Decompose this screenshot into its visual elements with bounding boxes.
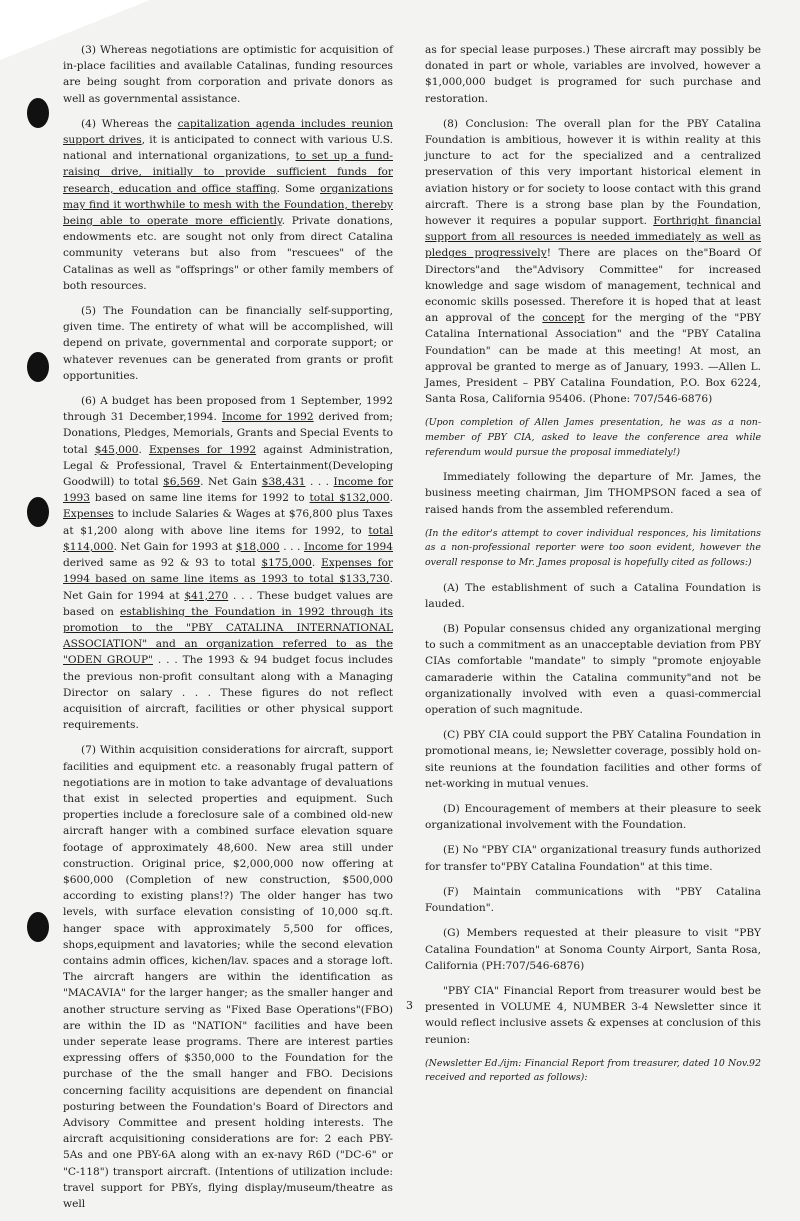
item-c: (C) PBY CIA could support the PBY Catalina Foundation in promotional means, ie; Newsletter coverage, possibly hold on-site reunions at the foundation facilities and other forms of net-working in mutual venues. — [425, 729, 761, 790]
item-d: (D) Encouragement of members at their pleasure to seek organizational involvement with the Foundation. — [425, 803, 761, 832]
item-b: (B) Popular consensus chided any organizational merging to such a commitment as an unacceptable deviation from PBY CIAs comfortable "mandate" to simply "promote enjoyable camaraderie within the Catalina community"and not be organizationally involved with even a quasi-commercial operation of such magnitude. — [425, 623, 761, 717]
paragraph-7-continued: as for special lease purposes.) These aircraft may possibly be donated in part or whole, variables are involved, however a $1,000,000 budget is programed for such purchase and restoration. — [425, 44, 761, 105]
right-column — [425, 42, 761, 1095]
item-g: (G) Members requested at their pleasure to visit "PBY Catalina Foundation" at Sonoma County Airport, Santa Rosa, California (PH:707/546-6876) — [425, 927, 761, 972]
binder-hole — [27, 912, 49, 942]
binder-hole — [27, 98, 49, 128]
page-number: 3 — [406, 999, 413, 1012]
left-column — [63, 42, 393, 1221]
binder-hole — [27, 497, 49, 527]
paragraph-financial-report: "PBY CIA" Financial Report from treasurer would best be presented in VOLUME 4, NUMBER 3-4 Newsletter since it would reflect inclusive assets & expenses at conclusion of this reunion: — [425, 984, 761, 1046]
editor-note: (Newsletter Ed./ijm: Financial Report from treasurer, dated 10 Nov.92 received and reported as follows): — [425, 1057, 761, 1084]
item-e: (E) No "PBY CIA" organizational treasury funds authorized for transfer to"PBY Catalina Foundation" at this time. — [425, 844, 761, 873]
binder-hole — [27, 352, 49, 382]
paragraph-6: (6) A budget has been proposed from 1 September, 1992 through 31 December,1994. Income for 1992 derived from; Donations, Pledges, Memorials, Grants and Special Events to total $45,000. Expenses for 1992 against Administration, Legal & Professional, Travel & Entertainment(Developing Goodwill) to total $6,569. Net Gain $38,431 . . . Income for 1993 based on same line items for 1992 to total $132,000. Expenses to include Salaries & Wages at $76,800 plus Taxes at $1,200 along with above line items for 1992, to total $114,000. Net Gain for 1993 at $18,000 . . . Income for 1994 derived same as 92 & 93 to total $175,000. Expenses for 1994 based on same line items as 1993 to total $133,730. Net Gain for 1994 at $41,270 . . . These budget values are based on establishing the Foundation in 1992 through its promotion to the "PBY CATALINA INTERNATIONAL ASSOCIATION" and an organization referred to as the "ODEN GROUP" . . . The 1993 & 94 budget focus includes the previous non-profit consultant along with a Managing Director on salary . . . These figures do not reflect acquisition of aircraft, facilities or other physical support requirements. — [63, 395, 394, 732]
editor-note: (In the editor's attempt to cover individual responces, his limitations as a non-professional reporter were too soon evident, however the overall response to Mr. James proposal is hopefully cited as follows:) — [425, 527, 761, 569]
paragraph-meeting: Immediately following the departure of Mr. James, the business meeting chairman, Jim THOMPSON faced a sea of raised hands from the assembled referendum. — [425, 471, 761, 516]
paragraph-5: (5) The Foundation can be financially self-supporting, given time. The entirety of what will be accomplished, will depend on private, governmental and corporate support; or whatever revenues can be generated from grants or profit opportunities. — [63, 305, 393, 382]
paragraph-3: (3) Whereas negotiations are optimistic for acquisition of in-place facilities and available Catalinas, funding resources are being sought from corporation and private donors as well as governmental assistance. — [63, 44, 393, 105]
paragraph-7: (7) Within acquisition considerations for aircraft, support facilities and equipment etc. a reasonably frugal pattern of negotiations are in motion to take advantage of devaluations that exist in selected properties and equipment. Such properties include a foreclosure sale of a combined old-new aircraft hanger with a combined surface elevation square footage of approximately 48,600. New area still under construction. Original price, $2,000,000 now offering at $600,000 (Completion of new construction, $500,000 according to existing plans!?) The older hanger has two levels, with surface elevation consisting of 10,000 sq.ft. hanger space with approximately 5,500 for offices, shops,equipment and lavatories; while the second elevation contains admin offices, kichen/lav. spaces and a storage loft. The aircraft hangers are within the identification as "MACAVIA" for the larger hanger; as the smaller hanger and another structure serving as "Fixed Base Operations"(FBO) are within the ID as "NATION" facilities and have been under seperate lease programs. There are interest parties expressing offers of $350,000 to the Foundation for the purchase of the the small hanger and FBO. Decisions concerning facility acquisitions are dependent on financial posturing between the Foundation's Board of Directors and Advisory Committee and present holding interests. The aircraft acquisitioning considerations are for: 2 each PBY-5As and one PBY-6A along with an ex-navy R6D ("DC-6" or "C-118") transport aircraft. (Intentions of utilization include: travel support for PBYs, flying display/museum/theatre as well — [63, 744, 393, 1211]
item-f: (F) Maintain communications with "PBY Catalina Foundation". — [425, 885, 761, 915]
paragraph-4: (4) Whereas the capitalization agenda includes reunion support drives, it is anticipated to connect with various U.S. national and international organizations, to set up a fund-raising drive, initially to provide sufficient funds for research, education and office staffing. Some organizations may find it worthwhile to mesh with the Foundation, thereby being able to operate more efficiently. Private donations, endowments etc. are sought not only from direct Catalina community veterans but also from "rescuees" of the Catalinas as well as "offsprings" or other family members of both resources. — [63, 117, 393, 292]
item-a: (A) The establishment of such a Catalina Foundation is lauded. — [425, 581, 761, 610]
paragraph-8: (8) Conclusion: The overall plan for the PBY Catalina Foundation is ambitious, however it is within reality at this juncture to act for the specialized and a centralized preservation of this very important historical element in aviation history or for society to loose contact with this grand aircraft. There is a strong base plan by the Foundation, however it requires a popular support. Forthright financial support from all resources is needed immediately as well as pledges progressively! There are places on the"Board Of Directors"and the"Advisory Committee" for increased knowledge and sage wisdom of management, technical and economic skills posessed. Therefore it is hoped that at least an approval of the concept for the merging of the "PBY Catalina International Association" and the "PBY Catalina Foundation" can be made at this meeting! At most, an approval be granted to merge as of January, 1993. —Allen L. James, President – PBY Catalina Foundation, P.O. Box 6224, Santa Rosa, California 95406. (Phone: 707/546-6876) — [425, 117, 761, 406]
editor-note: (Upon completion of Allen James presentation, he was as a non-member of PBY CIA, asked to leave the conference area while referendum would pursue the proposal immediately!) — [425, 417, 761, 458]
